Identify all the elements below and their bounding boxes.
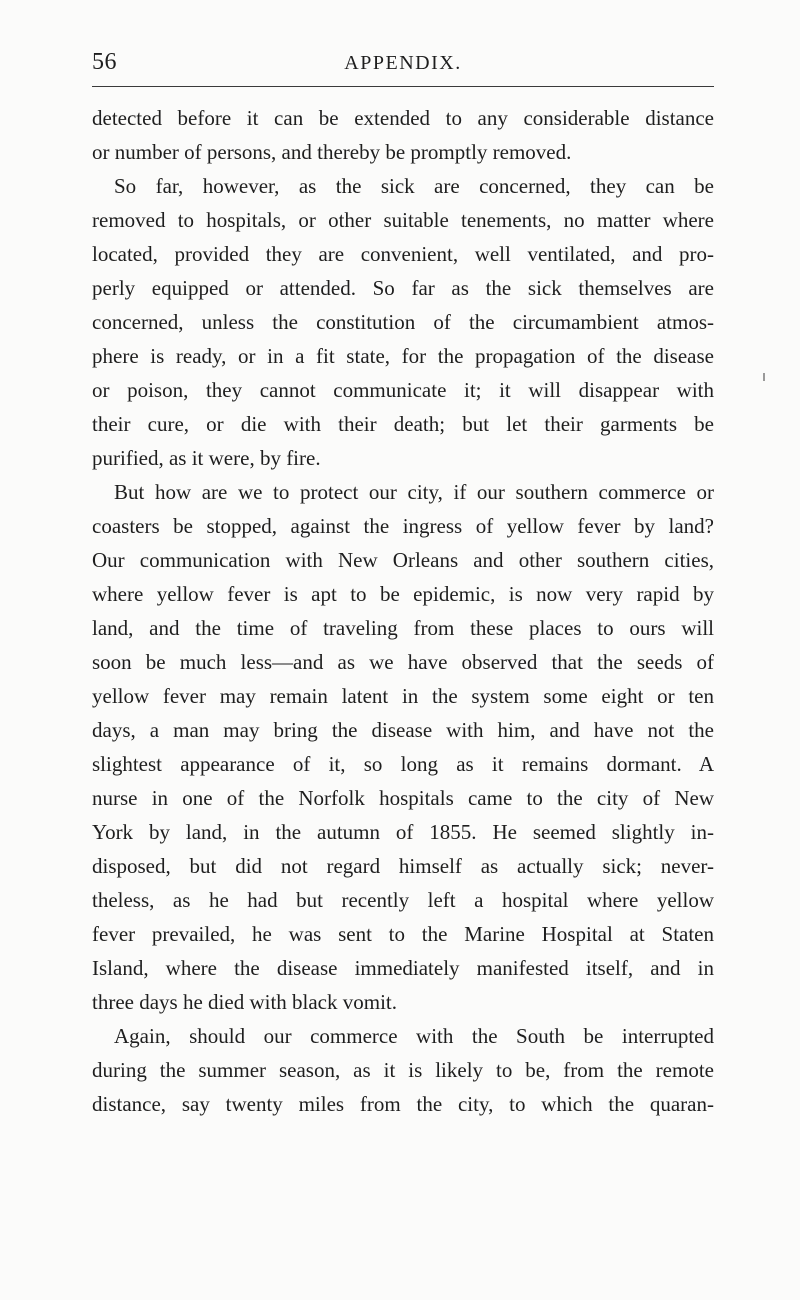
text-line: Island, where the disease immediately manifested itself, and in (92, 956, 714, 980)
text-line: or poison, they cannot communicate it; it will disappear with (92, 378, 714, 402)
text-line: removed to hospitals, or other suitable tenements, no matter where (92, 208, 714, 232)
header-rule (92, 86, 714, 87)
margin-mark (763, 373, 765, 381)
text-line: phere is ready, or in a fit state, for the propagation of the disease (92, 344, 714, 368)
text-line: coasters be stopped, against the ingress of yellow fever by land? (92, 514, 714, 538)
page-number: 56 (92, 49, 117, 75)
text-line: during the summer season, as it is likely to be, from the remote (92, 1058, 714, 1082)
text-line: Our communication with New Orleans and other southern cities, (92, 548, 714, 572)
text-line: where yellow fever is apt to be epidemic, is now very rapid by (92, 582, 714, 606)
running-head (92, 46, 714, 80)
text-line: nurse in one of the Norfolk hospitals came to the city of New (92, 786, 714, 810)
text-line: disposed, but did not regard himself as actually sick; never- (92, 854, 714, 878)
text-line: concerned, unless the constitution of the circumambient atmos- (92, 310, 714, 334)
text-line: fever prevailed, he was sent to the Marine Hospital at Staten (92, 922, 714, 946)
text-line: soon be much less—and as we have observed that the seeds of (92, 650, 714, 674)
text-line: detected before it can be extended to any considerable distance (92, 106, 714, 130)
text-line: land, and the time of traveling from these places to ours will (92, 616, 714, 640)
text-line: perly equipped or attended. So far as the sick themselves are (92, 276, 714, 300)
text-line: purified, as it were, by fire. (92, 446, 321, 470)
text-line: located, provided they are convenient, well ventilated, and pro- (92, 242, 714, 266)
running-head-title: APPENDIX. (344, 52, 462, 74)
text-line: theless, as he had but recently left a hospital where yellow (92, 888, 714, 912)
text-line: yellow fever may remain latent in the system some eight or ten (92, 684, 714, 708)
text-line: slightest appearance of it, so long as it remains dormant. A (92, 752, 714, 776)
text-line: their cure, or die with their death; but let their garments be (92, 412, 714, 436)
paragraph-first-line: So far, however, as the sick are concerned, they can be (114, 174, 714, 198)
body-text (92, 101, 714, 1121)
paragraph-first-line: But how are we to protect our city, if our southern commerce or (114, 480, 714, 504)
text-line: days, a man may bring the disease with him, and have not the (92, 718, 714, 742)
text-line: York by land, in the autumn of 1855. He seemed slightly in- (92, 820, 714, 844)
text-line: three days he died with black vomit. (92, 990, 398, 1014)
paragraph-first-line: Again, should our commerce with the South be interrupted (114, 1024, 714, 1048)
text-line: or number of persons, and thereby be promptly removed. (92, 140, 572, 164)
text-line: distance, say twenty miles from the city, to which the quaran- (92, 1092, 714, 1116)
